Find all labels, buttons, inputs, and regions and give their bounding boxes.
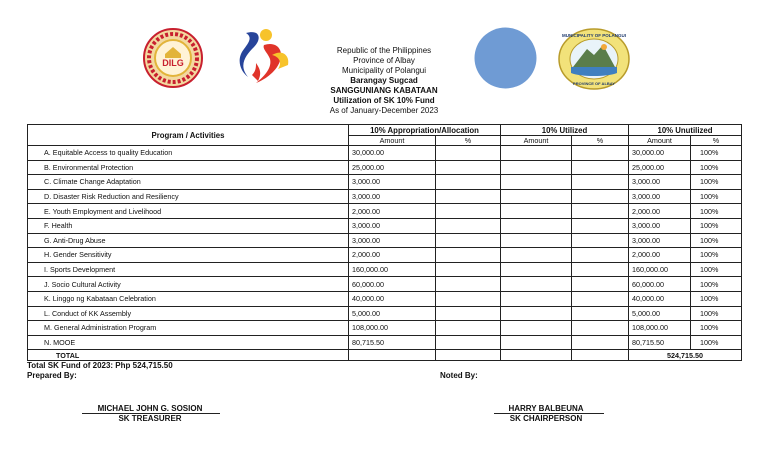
program-label: A. Equitable Access to quality Education bbox=[28, 146, 349, 161]
utilized-amount bbox=[501, 277, 572, 292]
unutilized-amount: 108,000.00 bbox=[629, 321, 691, 336]
utilized-amount bbox=[501, 146, 572, 161]
program-label: N. MOOE bbox=[28, 335, 349, 350]
program-label: H. Gender Sensitivity bbox=[28, 248, 349, 263]
utilized-pct bbox=[572, 262, 629, 277]
blue-circle-logo bbox=[474, 27, 537, 89]
unutilized-amount: 2,000.00 bbox=[629, 204, 691, 219]
sub-amount: Amount bbox=[501, 136, 572, 146]
header-period: As of January-December 2023 bbox=[329, 106, 439, 115]
total-cell-empty bbox=[572, 350, 629, 361]
prepared-by-label: Prepared By: bbox=[27, 371, 77, 380]
allocation-pct bbox=[436, 160, 501, 175]
utilized-amount bbox=[501, 189, 572, 204]
allocation-amount: 40,000.00 bbox=[349, 291, 436, 306]
utilized-amount bbox=[501, 306, 572, 321]
total-fund-text: Total SK Fund of 2023: Php 524,715.50 bbox=[27, 361, 173, 370]
allocation-pct bbox=[436, 291, 501, 306]
allocation-pct bbox=[436, 321, 501, 336]
unutilized-amount: 3,000.00 bbox=[629, 175, 691, 190]
col-unutilized-header: 10% Unutilized bbox=[629, 125, 742, 136]
unutilized-pct: 100% bbox=[691, 218, 742, 233]
unutilized-amount: 3,000.00 bbox=[629, 233, 691, 248]
table-row bbox=[28, 160, 742, 175]
allocation-amount: 5,000.00 bbox=[349, 306, 436, 321]
allocation-pct bbox=[436, 306, 501, 321]
unutilized-amount: 80,715.50 bbox=[629, 335, 691, 350]
table-row bbox=[28, 335, 742, 350]
utilized-amount bbox=[501, 321, 572, 336]
total-value: 524,715.50 bbox=[629, 350, 742, 361]
utilized-pct bbox=[572, 321, 629, 336]
utilized-amount bbox=[501, 291, 572, 306]
allocation-amount: 2,000.00 bbox=[349, 248, 436, 263]
unutilized-pct: 100% bbox=[691, 204, 742, 219]
program-label: I. Sports Development bbox=[28, 262, 349, 277]
header-line-municipality: Municipality of Polangui bbox=[341, 66, 427, 75]
utilized-amount bbox=[501, 218, 572, 233]
table-row bbox=[28, 175, 742, 190]
total-cell-empty bbox=[349, 350, 436, 361]
allocation-amount: 3,000.00 bbox=[349, 233, 436, 248]
allocation-amount: 3,000.00 bbox=[349, 189, 436, 204]
utilized-amount bbox=[501, 233, 572, 248]
unutilized-pct: 100% bbox=[691, 291, 742, 306]
program-label: J. Socio Cultural Activity bbox=[28, 277, 349, 292]
table-total-row bbox=[28, 350, 742, 361]
noted-by-label: Noted By: bbox=[440, 371, 478, 380]
utilized-pct bbox=[572, 218, 629, 233]
seal-bottom-text: PROVINCE OF ALBAY bbox=[573, 81, 615, 86]
sub-pct: % bbox=[436, 136, 501, 146]
utilized-pct bbox=[572, 335, 629, 350]
unutilized-pct: 100% bbox=[691, 146, 742, 161]
allocation-pct bbox=[436, 189, 501, 204]
unutilized-pct: 100% bbox=[691, 189, 742, 204]
unutilized-amount: 2,000.00 bbox=[629, 248, 691, 263]
table-row bbox=[28, 277, 742, 292]
utilized-pct bbox=[572, 233, 629, 248]
unutilized-amount: 40,000.00 bbox=[629, 291, 691, 306]
dilg-logo-text: DILG bbox=[162, 58, 184, 68]
sub-amount: Amount bbox=[349, 136, 436, 146]
table-header-row bbox=[28, 125, 742, 136]
table-row bbox=[28, 233, 742, 248]
unutilized-pct: 100% bbox=[691, 233, 742, 248]
allocation-pct bbox=[436, 248, 501, 263]
utilized-pct bbox=[572, 291, 629, 306]
table-row bbox=[28, 218, 742, 233]
utilized-amount bbox=[501, 262, 572, 277]
program-label: B. Environmental Protection bbox=[28, 160, 349, 175]
unutilized-amount: 60,000.00 bbox=[629, 277, 691, 292]
allocation-amount: 25,000.00 bbox=[349, 160, 436, 175]
table-row bbox=[28, 321, 742, 336]
unutilized-pct: 100% bbox=[691, 306, 742, 321]
table-row bbox=[28, 291, 742, 306]
allocation-pct bbox=[436, 146, 501, 161]
utilized-pct bbox=[572, 146, 629, 161]
unutilized-pct: 100% bbox=[691, 175, 742, 190]
table-row bbox=[28, 306, 742, 321]
allocation-pct bbox=[436, 175, 501, 190]
header-line-province: Province of Albay bbox=[353, 56, 415, 65]
utilized-pct bbox=[572, 277, 629, 292]
allocation-pct bbox=[436, 233, 501, 248]
allocation-pct bbox=[436, 277, 501, 292]
utilized-amount bbox=[501, 335, 572, 350]
utilized-amount bbox=[501, 160, 572, 175]
allocation-amount: 3,000.00 bbox=[349, 175, 436, 190]
sk-logo bbox=[232, 25, 294, 87]
program-label: C. Climate Change Adaptation bbox=[28, 175, 349, 190]
allocation-amount: 108,000.00 bbox=[349, 321, 436, 336]
chairperson-title: SK CHAIRPERSON bbox=[509, 414, 583, 423]
program-label: K. Linggo ng Kabataan Celebration bbox=[28, 291, 349, 306]
program-label: G. Anti-Drug Abuse bbox=[28, 233, 349, 248]
unutilized-pct: 100% bbox=[691, 277, 742, 292]
sub-pct: % bbox=[691, 136, 742, 146]
allocation-amount: 160,000.00 bbox=[349, 262, 436, 277]
sub-amount: Amount bbox=[629, 136, 691, 146]
document-header bbox=[294, 46, 474, 116]
polangui-seal-logo bbox=[557, 27, 631, 91]
chairperson-name: HARRY BALBEUNA bbox=[508, 404, 584, 413]
unutilized-amount: 3,000.00 bbox=[629, 218, 691, 233]
utilized-pct bbox=[572, 175, 629, 190]
utilized-amount bbox=[501, 204, 572, 219]
total-cell-empty bbox=[436, 350, 501, 361]
col-appropriation-header: 10% Appropriation/Allocation bbox=[349, 125, 501, 136]
allocation-amount: 60,000.00 bbox=[349, 277, 436, 292]
seal-top-text: MUNICIPALITY OF POLANGUI bbox=[561, 33, 627, 38]
utilized-amount bbox=[501, 248, 572, 263]
header-org: SANGGUNIANG KABATAAN bbox=[330, 86, 438, 95]
table-row bbox=[28, 146, 742, 161]
allocation-pct bbox=[436, 335, 501, 350]
unutilized-amount: 5,000.00 bbox=[629, 306, 691, 321]
utilized-pct bbox=[572, 189, 629, 204]
utilized-pct bbox=[572, 160, 629, 175]
allocation-amount: 80,715.50 bbox=[349, 335, 436, 350]
utilized-pct bbox=[572, 204, 629, 219]
total-label: TOTAL bbox=[28, 350, 349, 361]
treasurer-name: MICHAEL JOHN G. SOSION bbox=[97, 404, 203, 413]
header-report-title: Utilization of SK 10% Fund bbox=[333, 96, 435, 105]
sub-pct: % bbox=[572, 136, 629, 146]
program-label: D. Disaster Risk Reduction and Resiliency bbox=[28, 189, 349, 204]
col-program-header: Program / Activities bbox=[28, 125, 349, 146]
col-utilized-header: 10% Utilized bbox=[501, 125, 629, 136]
program-label: L. Conduct of KK Assembly bbox=[28, 306, 349, 321]
treasurer-title: SK TREASURER bbox=[118, 414, 182, 423]
allocation-amount: 3,000.00 bbox=[349, 218, 436, 233]
program-label: M. General Administration Program bbox=[28, 321, 349, 336]
utilized-pct bbox=[572, 248, 629, 263]
utilized-pct bbox=[572, 306, 629, 321]
unutilized-pct: 100% bbox=[691, 160, 742, 175]
fund-utilization-table bbox=[27, 124, 742, 361]
table-row bbox=[28, 262, 742, 277]
total-cell-empty bbox=[501, 350, 572, 361]
unutilized-amount: 3,000.00 bbox=[629, 189, 691, 204]
unutilized-amount: 30,000.00 bbox=[629, 146, 691, 161]
utilized-amount bbox=[501, 175, 572, 190]
unutilized-amount: 160,000.00 bbox=[629, 262, 691, 277]
unutilized-pct: 100% bbox=[691, 335, 742, 350]
dilg-logo bbox=[143, 28, 203, 88]
program-label: F. Health bbox=[28, 218, 349, 233]
unutilized-pct: 100% bbox=[691, 262, 742, 277]
unutilized-pct: 100% bbox=[691, 248, 742, 263]
allocation-pct bbox=[436, 218, 501, 233]
allocation-amount: 30,000.00 bbox=[349, 146, 436, 161]
header-line-republic: Republic of the Philippines bbox=[336, 46, 432, 55]
header-barangay: Barangay Sugcad bbox=[350, 76, 418, 85]
unutilized-amount: 25,000.00 bbox=[629, 160, 691, 175]
allocation-pct bbox=[436, 204, 501, 219]
allocation-amount: 2,000.00 bbox=[349, 204, 436, 219]
table-row bbox=[28, 189, 742, 204]
allocation-pct bbox=[436, 262, 501, 277]
unutilized-pct: 100% bbox=[691, 321, 742, 336]
program-label: E. Youth Employment and Livelihood bbox=[28, 204, 349, 219]
table-row bbox=[28, 204, 742, 219]
table-row bbox=[28, 248, 742, 263]
